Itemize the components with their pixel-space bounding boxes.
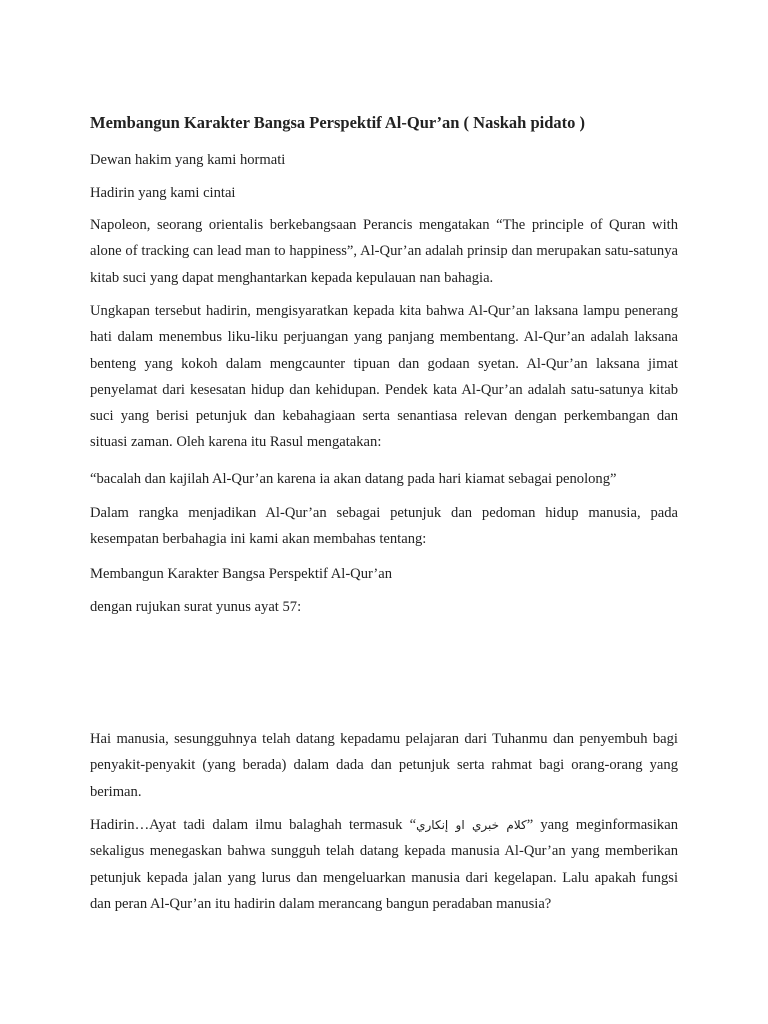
paragraph-hadirin-text-before: Hadirin…Ayat tadi dalam ilmu balaghah termasuk “	[90, 817, 417, 833]
verse-reference: dengan rujukan surat yunus ayat 57:	[90, 599, 302, 615]
paragraph-hadirin-text-after: ” yang meginformasikan sekaligus menegaskan bahwa sungguh telah datang kepada manusia Al-Qur’an yang memberikan petunjuk kepada jalan yang lurus dan mengeluarkan manusia dari kegelapan. Lalu apakah fungsi dan peran Al-Qur’an itu hadirin dalam merancang bangun peradaban manusia?	[90, 817, 678, 912]
paragraph-napoleon: Napoleon, seorang orientalis berkebangsaan Perancis mengatakan “The principle of Quran with alone of tracking can lead man to happiness”, Al-Qur’an adalah prinsip dan merupakan satu-satunya kitab suci yang dapat menghantarkan kepada kepulauan nan bahagia.	[90, 217, 678, 286]
quote-hadith: “bacalah dan kajilah Al-Qur’an karena ia akan datang pada hari kiamat sebagai penolong”	[90, 471, 617, 487]
paragraph-hadirin-balaghah	[90, 812, 678, 917]
greeting-dewan-hakim: Dewan hakim yang kami hormati	[90, 152, 286, 168]
arabic-phrase: كلام خبري او إنكاري	[416, 818, 527, 832]
greeting-hadirin: Hadirin yang kami cintai	[90, 185, 236, 201]
verse-translation: Hai manusia, sesungguhnya telah datang kepadamu pelajaran dari Tuhanmu dan penyembuh bagi penyakit-penyakit (yang berada) dalam dada dan petunjuk serta rahmat bagi orang-orang yang beriman.	[90, 731, 678, 800]
speech-topic: Membangun Karakter Bangsa Perspektif Al-Qur’an	[90, 566, 393, 582]
paragraph-dalam-rangka: Dalam rangka menjadikan Al-Qur’an sebagai petunjuk dan pedoman hidup manusia, pada kesempatan berbahagia ini kami akan membahas tentang:	[90, 505, 678, 548]
document-title: Membangun Karakter Bangsa Perspektif Al-Qur’an ( Naskah pidato )	[90, 113, 586, 132]
paragraph-ungkapan: Ungkapan tersebut hadirin, mengisyaratkan kepada kita bahwa Al-Qur’an laksana lampu penerang hati dalam menembus liku-liku perjuangan yang panjang membentang. Al-Qur’an adalah laksana benteng yang kokoh dalam mengcaunter tipuan dan godaan syetan. Al-Qur’an laksana jimat penyelamat dari kesesatan hidup dan kehidupan. Pendek kata Al-Qur’an adalah satu-satunya kitab suci yang berisi petunjuk dan kebahagiaan serta senantiasa relevan dengan perkembangan dan situasi zaman. Oleh karena itu Rasul mengatakan:	[90, 303, 678, 451]
